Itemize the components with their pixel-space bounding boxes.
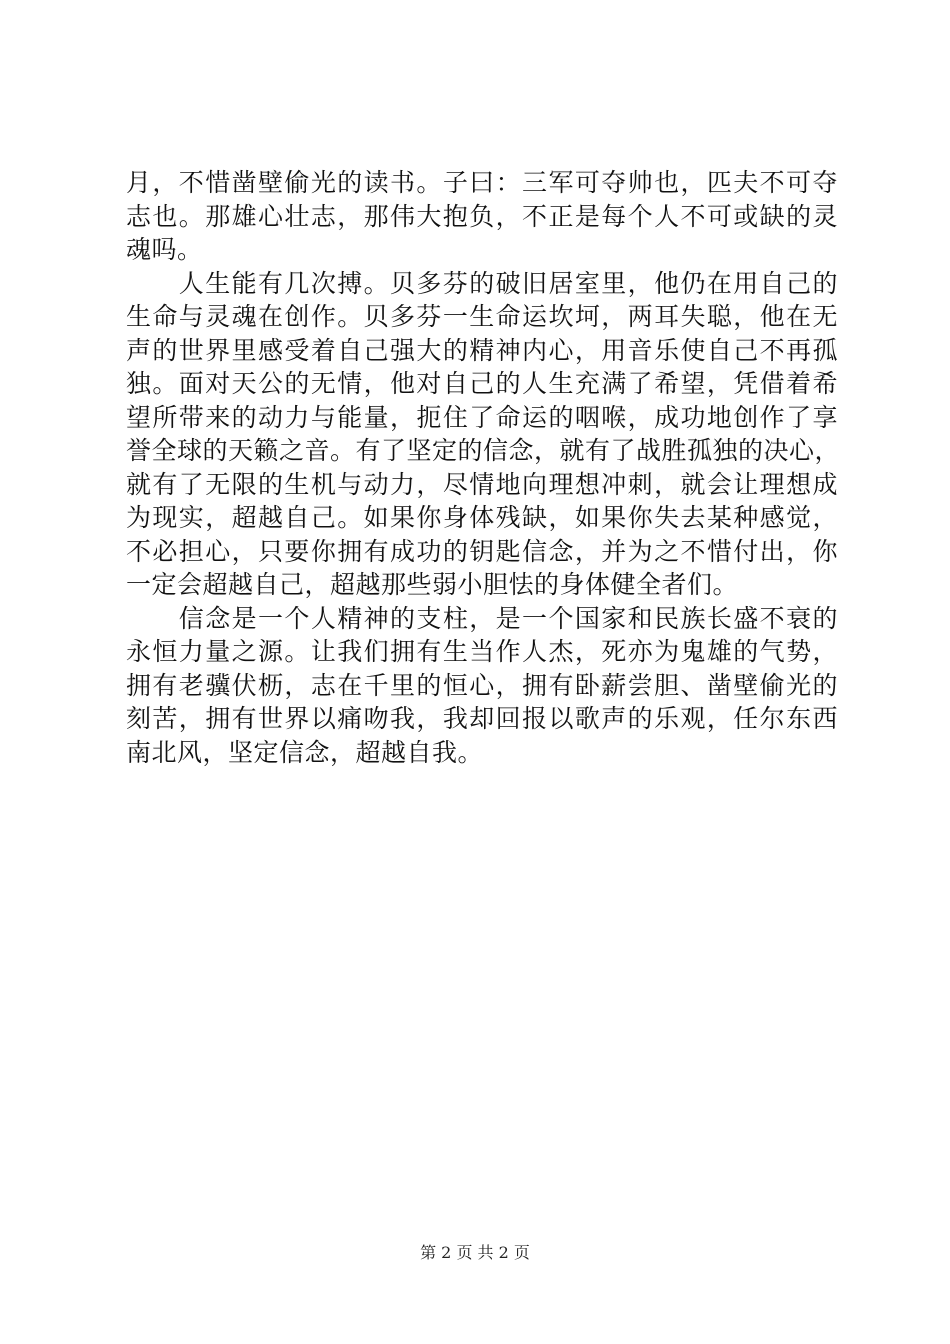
text-line: 独。面对天公的无情，他对自己的人生充满了希望，凭借着希	[126, 369, 838, 398]
paragraph-1	[126, 166, 838, 267]
text-line: 一定会超越自己，超越那些弱小胆怯的身体健全者们。	[126, 570, 739, 599]
document-body	[126, 166, 841, 769]
text-line: 永恒力量之源。让我们拥有生当作人杰，死亦为鬼雄的气势，	[126, 637, 838, 666]
text-line: 南北风，坚定信念，超越自我。	[126, 737, 484, 767]
text-line: 为现实，超越自己。如果你身体残缺，如果你失去某种感觉，	[126, 503, 838, 532]
text-line: 不必担心，只要你拥有成功的钥匙信念，并为之不惜付出，你	[126, 536, 838, 566]
text-line: 刻苦，拥有世界以痛吻我，我却回报以歌声的乐观，任尔东西	[126, 704, 838, 733]
text-line: 人生能有几次搏。贝多芬的破旧居室里，他仍在用自己的	[126, 268, 838, 298]
page-number-footer: 第 2 页 共 2 页	[420, 1243, 530, 1262]
text-line: 就有了无限的生机与动力，尽情地向理想冲刺，就会让理想成	[126, 469, 838, 499]
text-line: 声的世界里感受着自己强大的精神内心，用音乐使自己不再孤	[126, 335, 838, 365]
text-line: 拥有老骥伏枥，志在千里的恒心，拥有卧薪尝胆、凿壁偷光的	[126, 670, 838, 700]
text-line: 月，不惜凿壁偷光的读书。子曰：三军可夺帅也，匹夫不可夺	[126, 168, 838, 197]
text-line: 誉全球的天籁之音。有了坚定的信念，就有了战胜孤独的决心，	[126, 436, 841, 465]
paragraph-3	[126, 602, 838, 770]
text-line: 信念是一个人精神的支柱，是一个国家和民族长盛不衰的	[126, 603, 838, 633]
paragraph-2	[126, 267, 841, 602]
text-line: 魂吗。	[126, 235, 203, 264]
text-line: 志也。那雄心壮志，那伟大抱负，不正是每个人不可或缺的灵	[126, 201, 838, 231]
text-line: 生命与灵魂在创作。贝多芬一生命运坎坷，两耳失聪，他在无	[126, 302, 838, 331]
text-line: 望所带来的动力与能量，扼住了命运的咽喉，成功地创作了享	[126, 402, 838, 432]
